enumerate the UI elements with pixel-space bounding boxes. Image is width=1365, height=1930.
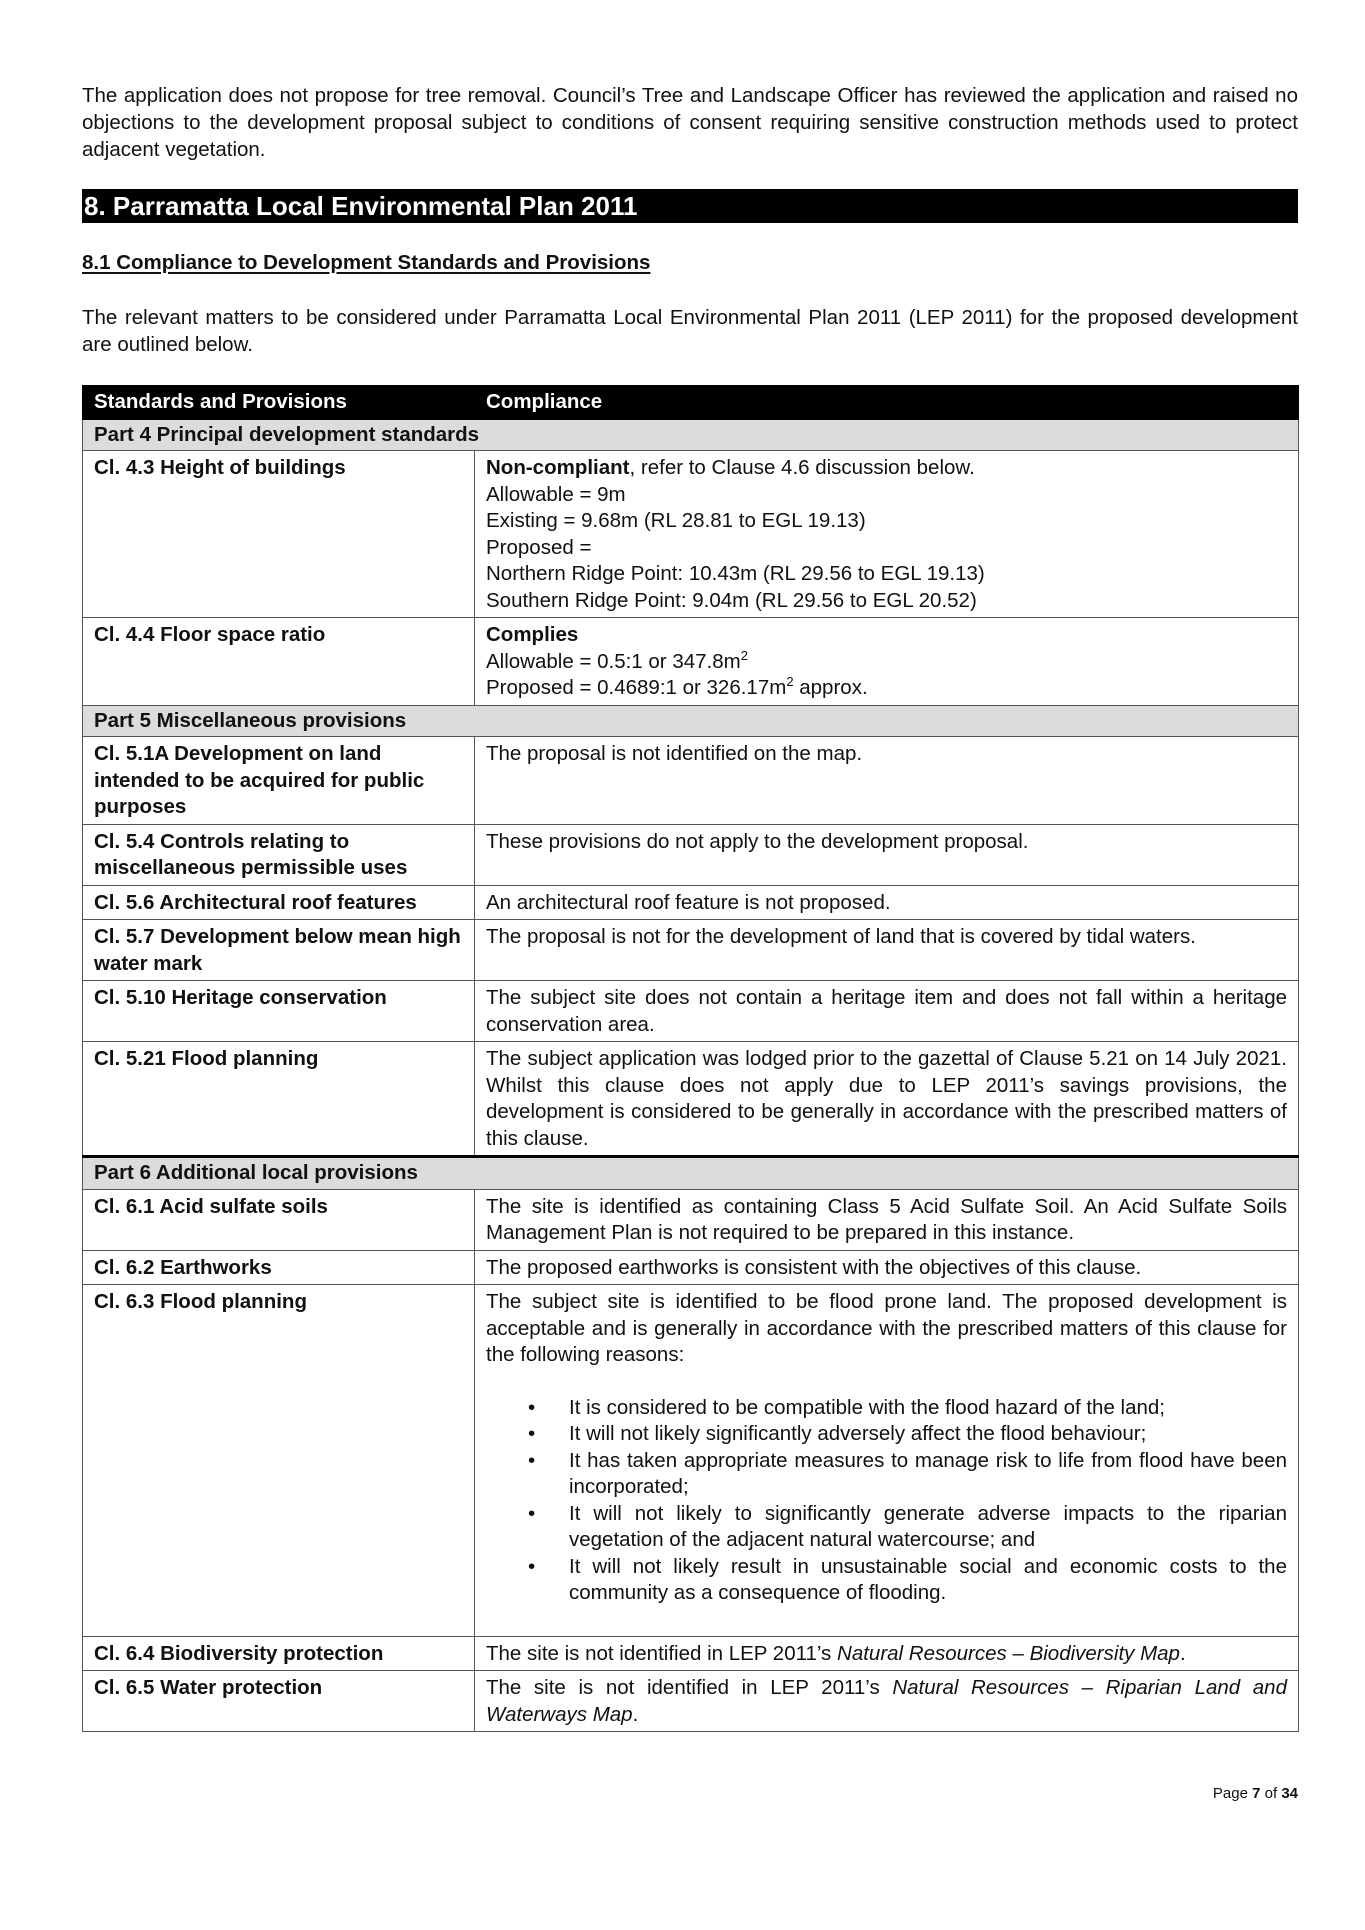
cl64-label: Cl. 6.4 Biodiversity protection — [83, 1636, 475, 1671]
cl56-label: Cl. 5.6 Architectural roof features — [83, 885, 475, 920]
cl65-label: Cl. 6.5 Water protection — [83, 1671, 475, 1732]
cl521-text: The subject application was lodged prior to the gazettal of Clause 5.21 on 14 July 2021. Whilst this clause does not apply due to LEP 2011’s savings provisions, the development is considered to be generally in accordance with the prescribed matters of this clause. — [475, 1042, 1299, 1157]
list-item — [486, 1421, 1287, 1448]
cl44-allowable: Allowable = 0.5:1 or 347.8m — [486, 649, 741, 673]
cl43-line: Existing = 9.68m (RL 28.81 to EGL 19.13) — [486, 509, 866, 532]
cl63-text: The subject site is identified to be flood prone land. The proposed development is acceptable and is generally in accordance with the prescribed matters of this clause for the following reasons: — [486, 1290, 1287, 1366]
page-total: 34 — [1281, 1785, 1298, 1802]
cl51a-text: The proposal is not identified on the map. — [475, 737, 1299, 825]
cl44-proposed: Proposed = 0.4689:1 or 326.17m — [486, 676, 787, 699]
bullet-icon: • — [528, 1501, 536, 1525]
cl64-compliance — [475, 1636, 1299, 1671]
bullet-icon: • — [528, 1422, 536, 1445]
cl64-suffix: . — [1179, 1641, 1186, 1665]
cl43-label: Cl. 4.3 Height of buildings — [83, 451, 475, 618]
bullet-text: It will not likely significantly adversely affect the flood behaviour; — [569, 1422, 1147, 1445]
table-row — [83, 1636, 1299, 1671]
table-row — [83, 885, 1299, 920]
cl64-text: The site is not identified in LEP 2011’s — [486, 1641, 838, 1665]
part-row — [83, 705, 1299, 737]
table-row — [83, 737, 1299, 825]
table-row — [83, 824, 1299, 885]
cl510-label: Cl. 5.10 Heritage conservation — [83, 981, 475, 1042]
cl44-label: Cl. 4.4 Floor space ratio — [83, 618, 475, 706]
lead-paragraph: The relevant matters to be considered under Parramatta Local Environmental Plan 2011 (LEP 2011) for the proposed development are outlined below. — [82, 306, 1298, 356]
intro-paragraph: The application does not propose for tree removal. Council’s Tree and Landscape Officer has reviewed the application and raised no objections to the development proposal subject to conditions of consent requiring sensitive construction methods used to protect adjacent vegetation. — [82, 84, 1298, 161]
list-item — [486, 1554, 1287, 1607]
table-row — [83, 618, 1299, 706]
bullet-icon: • — [528, 1448, 536, 1472]
header-compliance: Compliance — [475, 386, 1299, 420]
cl43-line: Northern Ridge Point: 10.43m (RL 29.56 to EGL 19.13) — [486, 562, 985, 585]
cl65-compliance — [475, 1671, 1299, 1732]
bullet-text: It is considered to be compatible with the flood hazard of the land; — [569, 1395, 1166, 1419]
cl65-suffix: . — [632, 1702, 639, 1726]
bullet-text: It will not likely to significantly generate adverse impacts to the riparian vegetation of the adjacent natural watercourse; and — [569, 1501, 1287, 1551]
part4-heading: Part 4 Principal development standards — [83, 419, 1299, 451]
cl57-label: Cl. 5.7 Development below mean high water mark — [83, 920, 475, 981]
cl43-compliance — [475, 451, 1299, 618]
table-row — [83, 1671, 1299, 1732]
cl62-text: The proposed earthworks is consistent with the objectives of this clause. — [475, 1250, 1299, 1285]
cl61-text: The site is identified as containing Class 5 Acid Sulfate Soil. An Acid Sulfate Soils Management Plan is not required to be prepared in this instance. — [475, 1189, 1299, 1250]
page-prefix: Page — [1212, 1785, 1253, 1802]
cl44-proposed-suffix: approx. — [793, 676, 868, 699]
cl510-text: The subject site does not contain a heritage item and does not fall within a heritage conservation area. — [475, 981, 1299, 1042]
part5-heading: Part 5 Miscellaneous provisions — [83, 705, 1299, 737]
section-heading: 8. Parramatta Local Environmental Plan 2011 — [82, 189, 1298, 223]
cl54-label: Cl. 5.4 Controls relating to miscellaneous permissible uses — [83, 824, 475, 885]
table-header-row — [83, 386, 1299, 420]
part-row — [83, 419, 1299, 451]
table-row — [83, 1042, 1299, 1157]
header-standards: Standards and Provisions — [83, 386, 475, 420]
table-row — [83, 1285, 1299, 1637]
bullet-text: It will not likely result in unsustainable social and economic costs to the community as a consequence of flooding. — [569, 1554, 1287, 1604]
cl44-status: Complies — [486, 623, 579, 646]
cl63-reason-list — [486, 1395, 1287, 1607]
cl44-sup: 2 — [786, 674, 794, 690]
page-number — [1213, 1785, 1298, 1802]
cl57-text: The proposal is not for the development of land that is covered by tidal waters. — [475, 920, 1299, 981]
list-item — [486, 1448, 1287, 1501]
cl62-label: Cl. 6.2 Earthworks — [83, 1250, 475, 1285]
bullet-icon: • — [528, 1554, 536, 1578]
part6-heading: Part 6 Additional local provisions — [83, 1157, 1299, 1190]
table-row — [83, 451, 1299, 618]
cl54-text: These provisions do not apply to the development proposal. — [475, 824, 1299, 885]
page-of: of — [1260, 1785, 1282, 1802]
cl43-status: Non-compliant — [486, 456, 630, 479]
cl521-label: Cl. 5.21 Flood planning — [83, 1042, 475, 1157]
cl44-sup: 2 — [740, 647, 748, 663]
subsection-heading: 8.1 Compliance to Development Standards and Provisions — [82, 251, 651, 274]
cl65-map-name: Natural Resources – Riparian Land and Waterways Map — [486, 1676, 1287, 1726]
cl51a-label: Cl. 5.1A Development on land intended to be acquired for public purposes — [83, 737, 475, 825]
cl61-label: Cl. 6.1 Acid sulfate soils — [83, 1189, 475, 1250]
page-current: 7 — [1252, 1785, 1261, 1802]
cl56-text: An architectural roof feature is not proposed. — [475, 885, 1299, 920]
cl44-compliance — [475, 618, 1299, 706]
table-row — [83, 1189, 1299, 1250]
table-row — [83, 1250, 1299, 1285]
part-row — [83, 1157, 1299, 1190]
cl65-text: The site is not identified in LEP 2011’s — [486, 1676, 893, 1699]
bullet-icon: • — [528, 1395, 536, 1419]
bullet-text: It has taken appropriate measures to manage risk to life from flood have been incorporated; — [569, 1448, 1287, 1498]
table-row — [83, 920, 1299, 981]
cl43-status-rest: , refer to Clause 4.6 discussion below. — [629, 456, 975, 479]
list-item — [486, 1501, 1287, 1554]
cl43-line: Southern Ridge Point: 9.04m (RL 29.56 to EGL 20.52) — [486, 588, 977, 612]
cl63-compliance — [475, 1285, 1299, 1637]
cl63-label: Cl. 6.3 Flood planning — [83, 1285, 475, 1637]
list-item — [486, 1395, 1287, 1422]
table-row — [83, 981, 1299, 1042]
cl64-map-name: Natural Resources – Biodiversity Map — [837, 1641, 1180, 1665]
cl43-line: Proposed = — [486, 535, 592, 559]
cl43-line: Allowable = 9m — [486, 482, 626, 506]
compliance-table — [82, 385, 1299, 1732]
